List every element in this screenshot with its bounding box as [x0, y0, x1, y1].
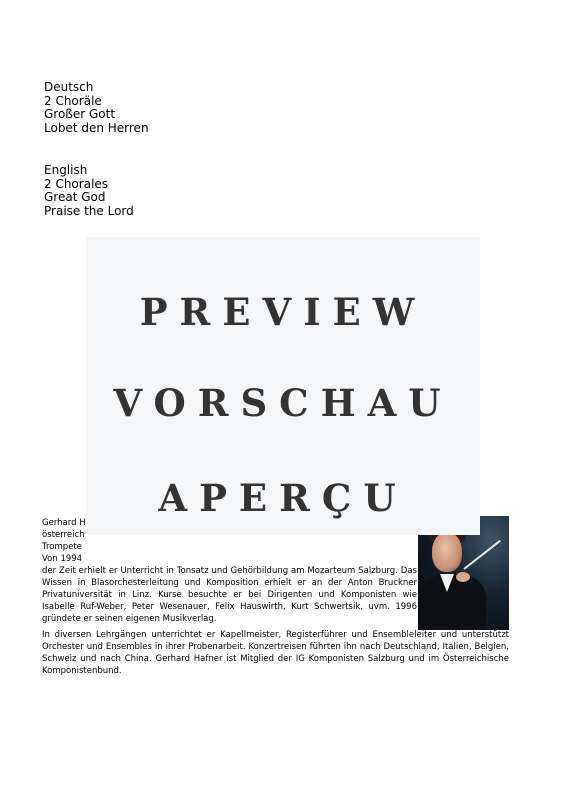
chorale-title-en-1: Great God [44, 190, 106, 204]
bio-line-4: Von 1994 [42, 554, 83, 564]
watermark-apercu-text: APERÇU [158, 476, 408, 520]
composer-biography [42, 517, 509, 677]
language-label-en: English [44, 163, 88, 177]
watermark-preview-text: PREVIEW [139, 290, 427, 334]
german-title-block [44, 81, 149, 135]
english-title-block [44, 164, 134, 218]
bio-line-2: österreich [42, 530, 85, 540]
language-label-de: Deutsch [44, 80, 94, 94]
chorale-count-de: 2 Choräle [44, 93, 102, 108]
watermark-vorschau-text: VORSCHAU [113, 381, 453, 425]
chorale-title-en-2: Praise the Lord [44, 203, 134, 218]
chorale-title-de-2: Lobet den Herren [44, 120, 149, 135]
chorale-count-en: 2 Chorales [44, 176, 109, 191]
bio-paragraph-1-rest: der Zeit erhielt er Unterricht in Tonsatz und Gehörbildung am Mozarteum Salzburg. Das Wissen in Blasorchesterleitung und Komposition erhielt er an der Anton Bruckner Privatuniversität in Linz. Kurse besuchte er bei Dirigenten und Komponisten wie Isabelle Ruf-Weber, Peter Wesenauer, Felix Hauswirth, Kurt Schwertsik, uvm. 1996 gründete er seinen eigenen Musikverlag. [42, 566, 417, 624]
chorale-title-de-1: Großer Gott [44, 107, 116, 121]
bio-paragraph-2: In diversen Lehrgängen unterrichtet er Kapellmeister, Registerführer und Ensembleleiter und unterstützt Orchester und Ensembles in ihrer Probenarbeit. Konzertreisen führten ihn nach Deutschland, Italien, Belgien, Schweiz und nach China. Gerhard Hafner ist Mitglied der IG Komponisten Salzburg und im Österreichische Komponistenbund. [42, 630, 509, 676]
bio-line-1: Gerhard H [42, 518, 86, 528]
bio-line-3: Trompete [42, 542, 82, 552]
